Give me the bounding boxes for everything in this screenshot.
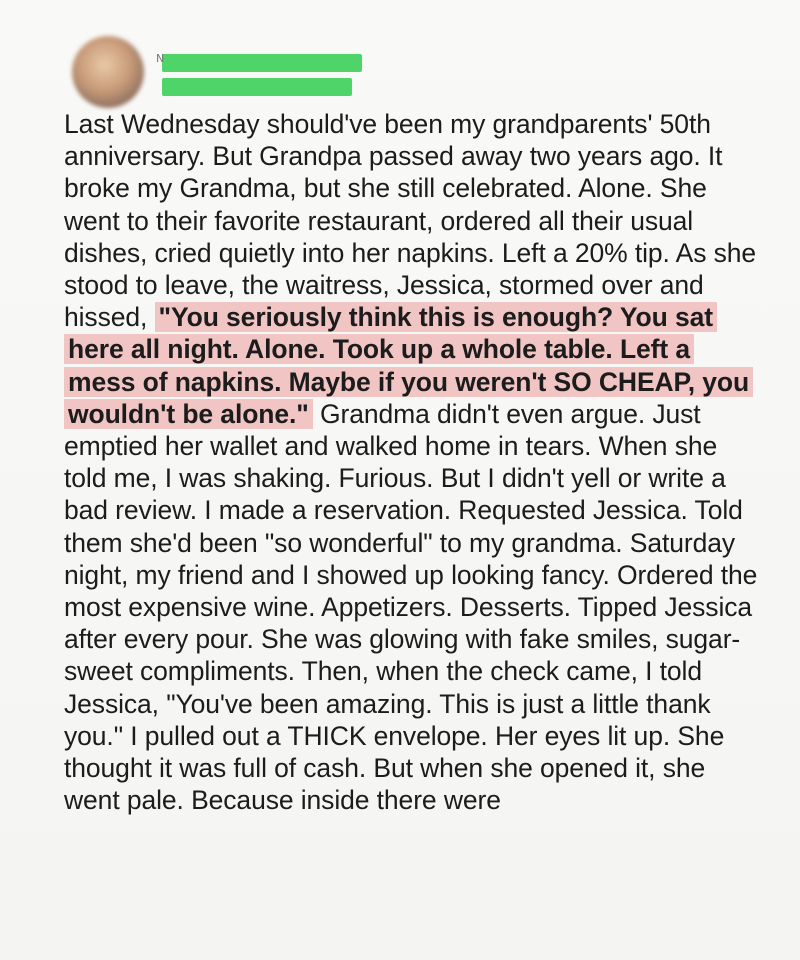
avatar[interactable]	[72, 36, 144, 108]
post-text-after: Grandma didn't even argue. Just emptied her wallet and walked home in tears. When she told me, I was shaking. Furious. But I didn't yell or write a bad review. I made a reservation. Requested Jessica. Told them she'd been "so wonderful" to my grandma. Saturday night, my friend and I showed up looking fancy. Ordered the most expensive wine. Appetizers. Desserts. Tipped Jessica after every pour. She was glowing with fake smiles, sugar-sweet compliments. Then, when the check came, I told Jessica, "You've been amazing. This is just a little thank you." I pulled out a THICK envelope. Her eyes lit up. She thought it was full of cash. But when she opened it, she went pale. Because inside there were	[64, 398, 758, 816]
highlighted-quote: "You seriously think this is enough? You sat here all night. Alone. Took up a whole table. Left a mess of napkins. Maybe if you weren't SO CHEAP, you wouldn't be alone."	[64, 302, 753, 429]
post-text-before: Last Wednesday should've been my grandparents' 50th anniversary. But Grandpa passed away two years ago. It broke my Grandma, but she still celebrated. Alone. She went to their favorite restaurant, ordered all their usual dishes, cried quietly into her napkins. Left a 20% tip. As she stood to leave, the waitress, Jessica, stormed over and hissed,	[64, 109, 757, 333]
post-body	[64, 108, 764, 816]
author-initial: N	[156, 52, 165, 65]
post-header	[72, 34, 372, 104]
redaction-bar	[162, 54, 362, 72]
author-name-redacted	[156, 52, 362, 102]
redaction-bar	[162, 78, 352, 96]
